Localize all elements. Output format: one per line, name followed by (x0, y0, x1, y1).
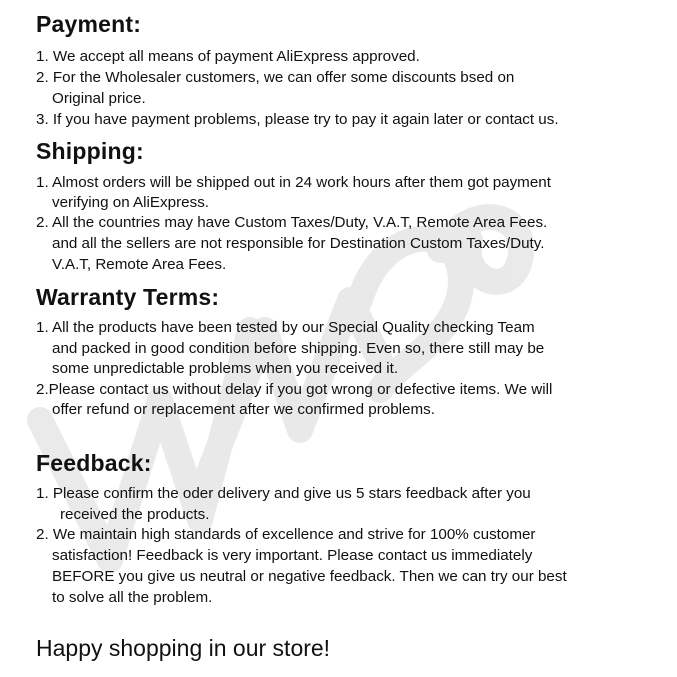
warranty-line-5: offer refund or replacement after we confirmed problems. (52, 401, 435, 418)
payment-line-3: Original price. (52, 90, 146, 107)
warranty-line-2: and packed in good condition before shipping. Even so, there still may be (52, 340, 545, 357)
payment-line-1: 1. We accept all means of payment AliExpress approved. (36, 48, 420, 65)
shipping-line-1: 1. Almost orders will be shipped out in 24 work hours after them got payment (36, 174, 551, 191)
feedback-line-3: 2. We maintain high standards of excellence and strive for 100% customer (36, 526, 536, 543)
shipping-heading: Shipping: (36, 138, 144, 164)
feedback-line-5: BEFORE you give us neutral or negative feedback. Then we can try our best (52, 568, 567, 585)
shipping-line-4: and all the sellers are not responsible for Destination Custom Taxes/Duty. (52, 235, 545, 252)
payment-line-2: 2. For the Wholesaler customers, we can offer some discounts bsed on (36, 69, 515, 86)
shipping-line-5: V.A.T, Remote Area Fees. (52, 256, 227, 273)
warranty-line-3: some unpredictable problems when you received it. (52, 360, 399, 377)
shipping-line-2: verifying on AliExpress. (52, 194, 210, 211)
payment-heading: Payment: (36, 11, 142, 37)
feedback-line-1: 1. Please confirm the oder delivery and give us 5 stars feedback after you (36, 485, 531, 502)
feedback-line-4: satisfaction! Feedback is very important. Please contact us immediately (52, 547, 533, 564)
feedback-heading: Feedback: (36, 450, 152, 476)
closing-message: Happy shopping in our store! (36, 635, 331, 661)
feedback-line-6: to solve all the problem. (52, 589, 213, 606)
feedback-line-2: received the products. (60, 506, 210, 523)
warranty-heading: Warranty Terms: (36, 284, 220, 310)
warranty-line-4: 2.Please contact us without delay if you got wrong or defective items. We will (36, 381, 553, 398)
shipping-line-3: 2. All the countries may have Custom Taxes/Duty, V.A.T, Remote Area Fees. (36, 214, 548, 231)
warranty-line-1: 1. All the products have been tested by our Special Quality checking Team (36, 319, 535, 336)
payment-line-4: 3. If you have payment problems, please try to pay it again later or contact us. (36, 111, 559, 128)
